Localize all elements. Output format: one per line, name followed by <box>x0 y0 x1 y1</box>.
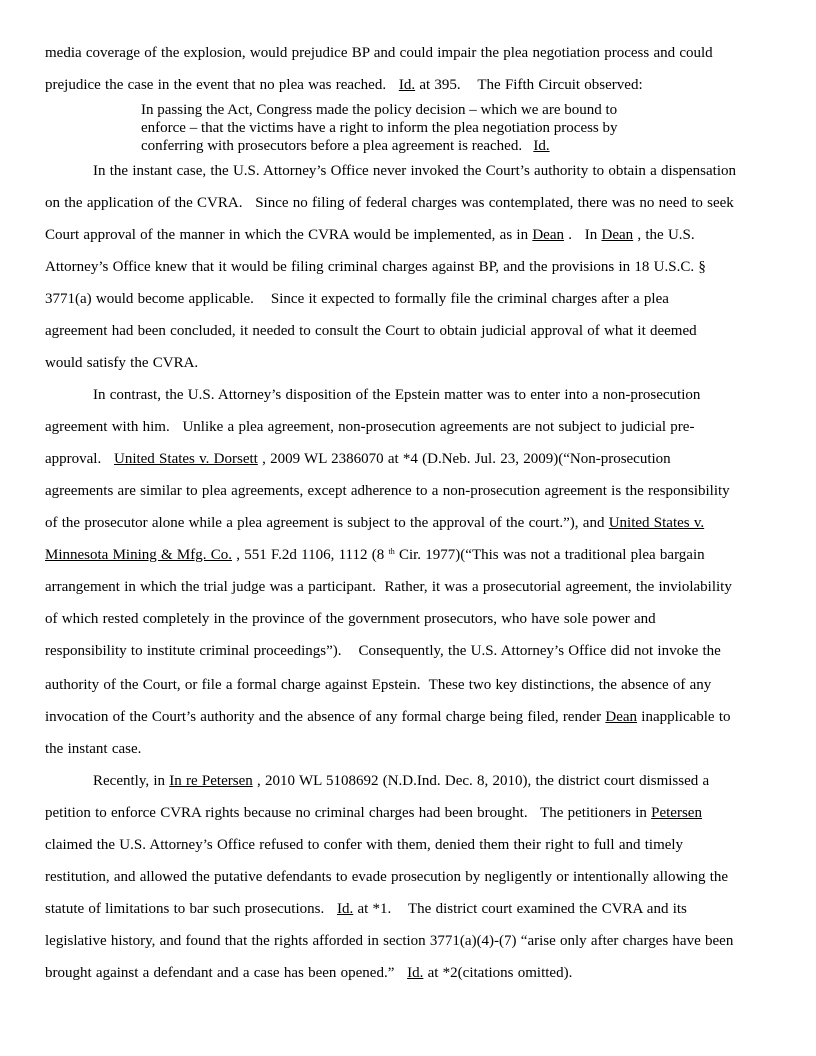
paragraph-1-line-1 <box>45 44 713 62</box>
paragraph-4-line-2 <box>45 804 702 822</box>
text: on the application of the CVRA. Since no filing of federal charges was contemplated, there was no need to seek <box>45 195 734 211</box>
text: responsibility to institute criminal proceedings”). Consequently, the U.S. Attorney’s Office did not invoke the <box>45 643 721 659</box>
paragraph-2-line-6 <box>45 322 697 340</box>
paragraph-3-line-7 <box>45 578 732 596</box>
paragraph-4-line-1 <box>93 772 709 790</box>
citation-id: Id. <box>407 965 424 981</box>
text: Attorney’s Office knew that it would be filing criminal charges against BP, and the provisions in 18 U.S.C. § <box>45 259 706 275</box>
paragraph-3-line-2 <box>45 418 694 436</box>
text: Cir. 1977)(“This was not a traditional plea bargain <box>394 547 705 563</box>
paragraph-4-line-5 <box>45 900 687 918</box>
text: enforce – that the victims have a right to inform the plea negotiation process by <box>141 120 618 136</box>
text: restitution, and allowed the putative defendants to evade prosecution by negligently or intentionally allowing the <box>45 869 729 885</box>
text: would satisfy the CVRA. <box>45 355 199 371</box>
text: agreements are similar to plea agreements, except adherence to a non-prosecution agreement is the responsibility <box>45 483 730 499</box>
block-quote-line-2 <box>141 119 618 137</box>
text: agreement had been concluded, it needed to consult the Court to obtain judicial approval of what it deemed <box>45 323 697 339</box>
paragraph-3-line-12 <box>45 740 141 758</box>
paragraph-3-line-5 <box>45 514 704 532</box>
text: prejudice the case in the event that no plea was reached. <box>45 77 399 93</box>
block-quote-line-1 <box>141 101 617 119</box>
paragraph-3-line-1 <box>93 386 700 404</box>
text: authority of the Court, or file a formal charge against Epstein. These two key distinctions, the absence of any <box>45 677 712 693</box>
case-name-minnesota-mining: Minnesota Mining & Mfg. Co. <box>45 547 233 563</box>
text: statute of limitations to bar such prosecutions. <box>45 901 337 917</box>
text: media coverage of the explosion, would prejudice BP and could impair the plea negotiation process and could <box>45 45 713 61</box>
paragraph-4-line-4 <box>45 868 728 886</box>
text: , the U.S. <box>633 227 695 243</box>
paragraph-3-line-11 <box>45 708 731 726</box>
paragraph-3-line-10 <box>45 676 711 694</box>
text: In passing the Act, Congress made the policy decision – which we are bound to <box>141 102 618 118</box>
paragraph-3-line-3 <box>45 450 671 468</box>
text: at *2(citations omitted). <box>423 965 573 981</box>
text: conferring with prosecutors before a plea agreement is reached. <box>141 138 534 154</box>
citation-id: Id. <box>336 901 354 917</box>
case-name-dean: Dean <box>605 709 638 725</box>
paragraph-2-line-4 <box>45 258 706 276</box>
paragraph-2-line-5 <box>45 290 669 308</box>
text: legislative history, and found that the rights afforded in section 3771(a)(4)-(7) “arise only after charges have been <box>45 933 734 949</box>
paragraph-3-line-6 <box>45 546 705 564</box>
text: 3771(a) would become applicable. Since it expected to formally file the criminal charges after a plea <box>45 291 669 307</box>
text: Recently, in <box>93 773 170 789</box>
text: claimed the U.S. Attorney’s Office refused to confer with them, denied them their right to full and timely <box>45 837 684 853</box>
paragraph-1-line-2 <box>45 76 643 94</box>
paragraph-3-line-8 <box>45 610 656 628</box>
block-quote-line-3 <box>141 137 550 155</box>
text: the instant case. <box>45 741 142 757</box>
paragraph-4-line-6 <box>45 932 733 950</box>
text: In the instant case, the U.S. Attorney’s Office never invoked the Court’s authority to obtain a dispensation <box>93 163 737 179</box>
case-name-petersen: In re Petersen <box>169 773 253 789</box>
paragraph-3-line-4 <box>45 482 730 500</box>
text: arrangement in which the trial judge was a participant. Rather, it was a prosecutorial agreement, the inviolability <box>45 579 732 595</box>
paragraph-2-line-1 <box>93 162 736 180</box>
text: . In <box>563 227 602 243</box>
text: petition to enforce CVRA rights because no criminal charges had been brought. The petitioners in <box>45 805 652 821</box>
case-name-dorsett: United States v. Dorsett <box>113 451 258 467</box>
case-name-dean: Dean <box>532 227 564 243</box>
text: , 2009 WL 2386070 at *4 (D.Neb. Jul. 23, 2009)(“Non-prosecution <box>257 451 671 467</box>
paragraph-3-line-9 <box>45 642 721 660</box>
text: In contrast, the U.S. Attorney’s disposition of the Epstein matter was to enter into a non-prosecution <box>93 387 701 403</box>
text: inapplicable to <box>637 709 731 725</box>
text: brought against a defendant and a case has been opened.” <box>45 965 408 981</box>
ordinal-superscript: th <box>388 547 395 556</box>
case-name-petersen: Petersen <box>651 805 702 821</box>
text: at 395. The Fifth Circuit observed: <box>415 77 643 93</box>
text: agreement with him. Unlike a plea agreement, non-prosecution agreements are not subject to judicial pre- <box>45 419 695 435</box>
paragraph-4-line-7 <box>45 964 572 982</box>
paragraph-4-line-3 <box>45 836 683 854</box>
citation-id: Id. <box>533 138 550 154</box>
text: , 2010 WL 5108692 (N.D.Ind. Dec. 8, 2010), the district court dismissed a <box>252 773 710 789</box>
paragraph-2-line-2 <box>45 194 734 212</box>
text: of which rested completely in the province of the government prosecutors, who have sole power and <box>45 611 656 627</box>
text: of the prosecutor alone while a plea agreement is subject to the approval of the court.”), and <box>45 515 609 531</box>
case-name-minnesota-mining: United States v. <box>608 515 705 531</box>
text: invocation of the Court’s authority and the absence of any formal charge being filed, render <box>45 709 606 725</box>
text: at *1. The district court examined the CVRA and its <box>353 901 687 917</box>
case-name-dean: Dean <box>601 227 634 243</box>
text: approval. <box>45 451 114 467</box>
citation-id: Id. <box>398 77 416 93</box>
paragraph-2-line-3 <box>45 226 695 244</box>
text: Court approval of the manner in which the CVRA would be implemented, as in <box>45 227 533 243</box>
paragraph-2-line-7 <box>45 354 198 372</box>
text: , 551 F.2d 1106, 1112 (8 <box>232 547 389 563</box>
